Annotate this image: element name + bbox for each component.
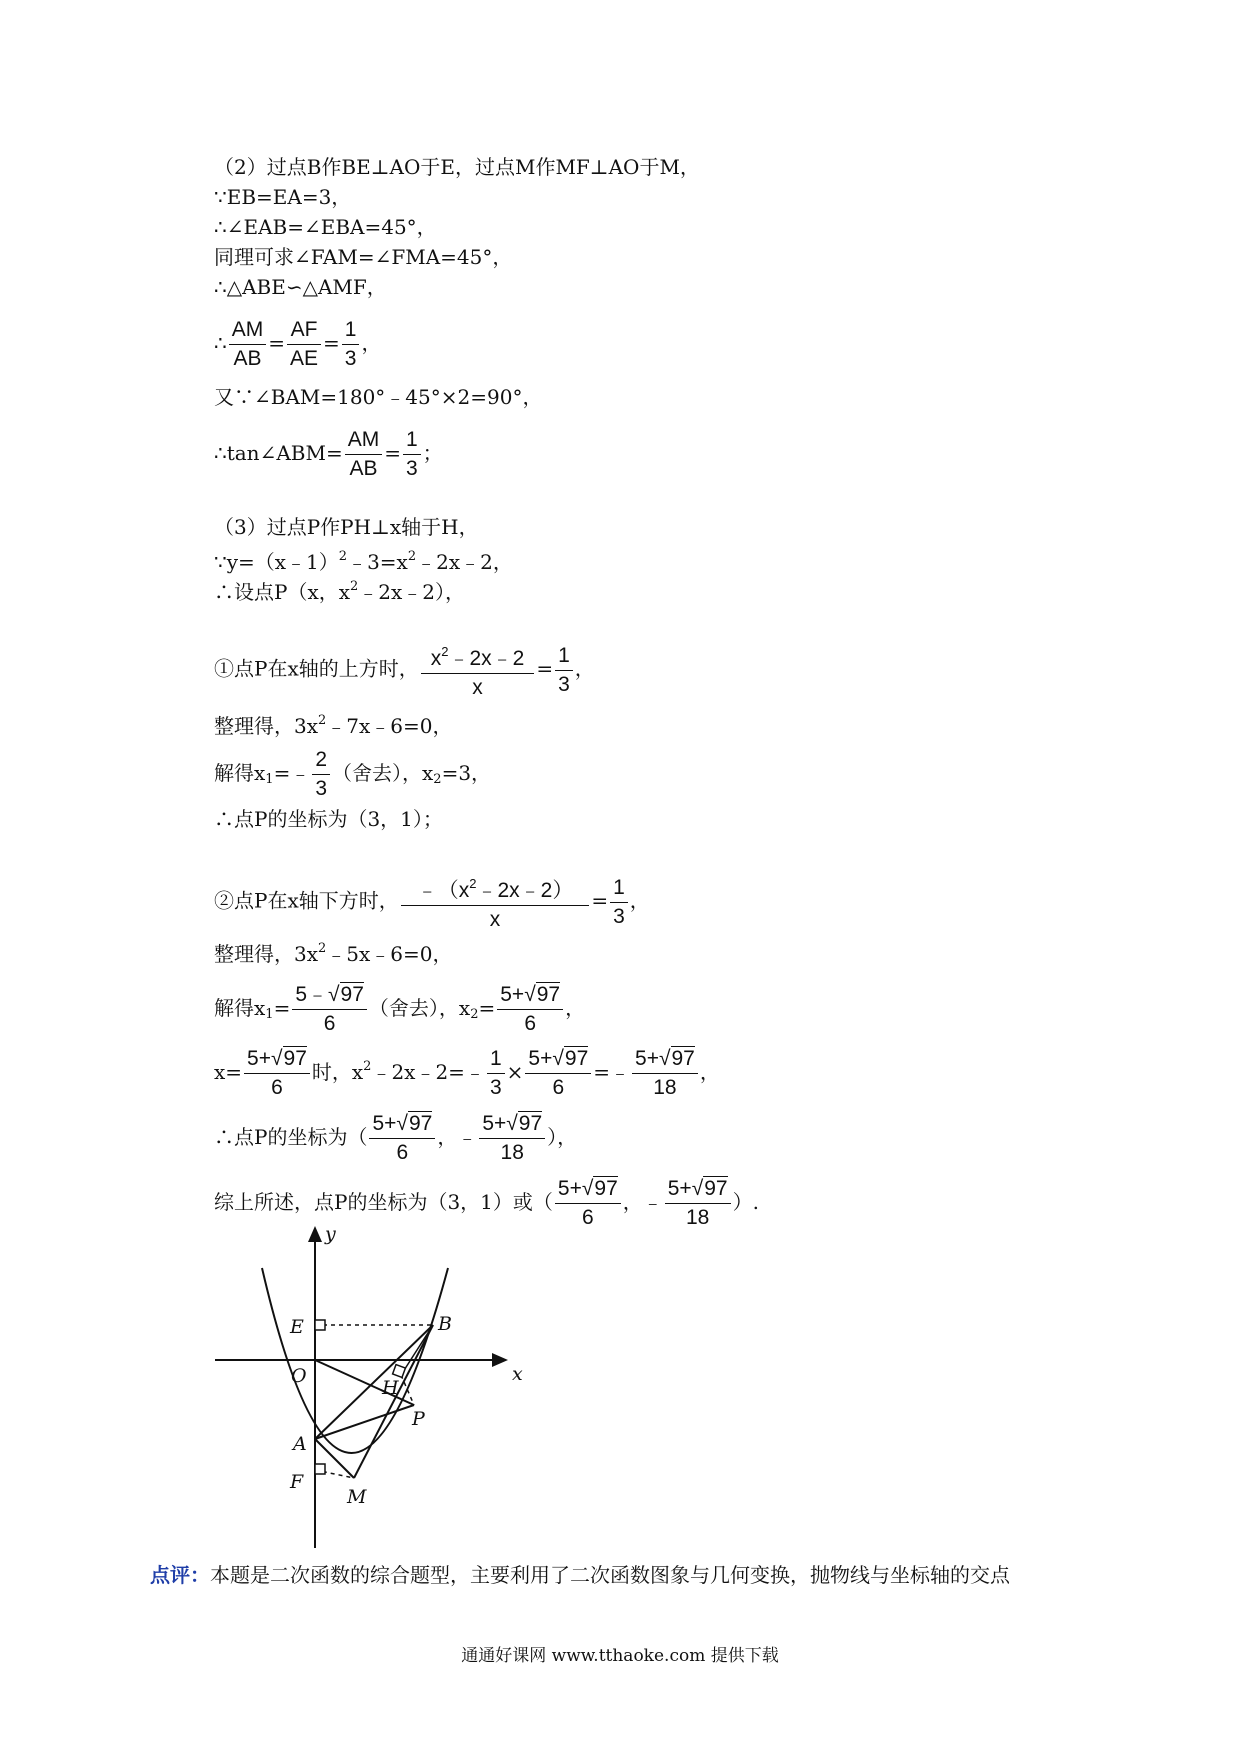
comment-label: 点评： — [150, 1563, 210, 1587]
case2-substitute: x= $\frac{5+√97}{6}$ 时，$x^2﹣2x﹣2=﹣$ $\frac{1}{3}$ × $\frac{5+√97}{6}$ =﹣ $\frac{5+√97}{18}$ ， — [214, 1047, 720, 1099]
comment-text: 本题是二次函数的综合题型，主要利用了二次函数图象与几何变换，抛物线与坐标轴的交点 — [210, 1563, 1010, 1587]
summary-line: 综上所述，点P的坐标为（3，1）或（ $\frac{5+√97}{6}$ ，﹣ $\frac{5+√97}{18}$ ）. — [214, 1177, 759, 1229]
p3-line-2: $\because y=(x﹣1)^2﹣3=x^2﹣2x﹣2$， — [214, 549, 513, 574]
x-axis-arrow — [492, 1353, 508, 1367]
p3-line-1: （3）过点P作PH⊥x轴于H， — [214, 515, 479, 539]
fraction: $\frac{2}{3}$ — [312, 748, 330, 801]
label-P: P — [412, 1408, 425, 1430]
fraction: $\frac{5+√97}{6}$ — [244, 1047, 310, 1100]
case2-simplify: 整理得，$3x^2﹣5x﹣6=0$， — [214, 941, 453, 966]
comment-line — [150, 1562, 1010, 1588]
p2-line-1: （2）过点B作BE⊥AO于E，过点M作MF⊥AO于M， — [214, 155, 700, 179]
fraction: $\frac{5+√97}{6}$ — [525, 1047, 591, 1100]
fraction: $\frac{5+√97}{6}$ — [497, 983, 563, 1036]
p2-line-5: ∴△ABE∽△AMF， — [214, 275, 387, 299]
fraction: $\frac{1}{3}$ — [487, 1047, 505, 1100]
fraction: $\frac{1}{3}$ — [555, 644, 573, 697]
p2-line-8: ∴tan∠ABM= $\frac{AM}{AB}$ = $\frac{1}{3}$ ； — [214, 428, 443, 480]
case1-line: ①点P在x轴的上方时， $\frac{x^2﹣2x﹣2}{x}$ = $\frac{1}{3}$ ， — [214, 640, 595, 700]
fraction: $\frac{5+√97}{18}$ — [632, 1047, 698, 1100]
p2-line-6: ∴ $\frac{AM}{AB}$ = $\frac{AF}{AE}$ = $\frac{1}{3}$ ， — [214, 318, 382, 370]
case1-result: ∴点P的坐标为（3，1）； — [214, 807, 443, 831]
label-x: x — [512, 1363, 523, 1385]
fraction: $\frac{﹣(x^2﹣2x﹣2)}{x}$ — [401, 872, 590, 932]
segment-AP — [315, 1405, 414, 1439]
case2-solve: 解得$x_1=$ $\frac{5﹣√97}{6}$ （舍去），$x_2=$ $\frac{5+√97}{6}$ ， — [214, 983, 586, 1035]
label-F: F — [290, 1471, 304, 1493]
segment-BM — [354, 1325, 433, 1478]
y-axis-arrow — [308, 1226, 322, 1242]
label-M: M — [347, 1486, 367, 1508]
p2-line-4: 同理可求∠FAM=∠FMA=45°， — [214, 245, 513, 269]
label-O: O — [291, 1365, 307, 1387]
fraction: $\frac{x^2﹣2x﹣2}{x}$ — [421, 640, 535, 700]
p2-line-7: 又∵∠BAM=180°﹣45°×2=90°， — [214, 385, 543, 409]
right-angle-E — [315, 1320, 325, 1330]
case1-solve: 解得$x_1=﹣$ $\frac{2}{3}$ （舍去），$x_2=3$， — [214, 748, 492, 800]
fraction: $\frac{5+√97}{6}$ — [555, 1177, 621, 1230]
right-angle-H — [393, 1365, 406, 1378]
fraction: $\frac{AM}{AB}$ — [229, 318, 267, 371]
fraction: $\frac{1}{3}$ — [403, 428, 421, 481]
case2-result: ∴点P的坐标为（ $\frac{5+√97}{6}$ ，﹣ $\frac{5+√97}{18}$ ）， — [214, 1112, 578, 1164]
p3-line-3: ∴设点P（x，$x^2﹣2x﹣2$）， — [214, 579, 466, 604]
p2-line-3: ∴∠EAB=∠EBA=45°， — [214, 215, 437, 239]
fraction: $\frac{5+√97}{18}$ — [479, 1112, 545, 1165]
right-angle-F — [315, 1464, 325, 1474]
case1-simplify: 整理得，$3x^2﹣7x﹣6=0$， — [214, 713, 453, 738]
fraction: $\frac{AF}{AE}$ — [287, 318, 321, 371]
fraction: $\frac{5﹣√97}{6}$ — [292, 983, 367, 1036]
fraction: $\frac{1}{3}$ — [342, 318, 360, 371]
fraction: $\frac{5+√97}{18}$ — [665, 1177, 731, 1230]
label-H: H — [382, 1377, 399, 1399]
page-footer: 通通好课网 www.tthaoke.com 提供下载 — [461, 1646, 779, 1666]
label-y: y — [325, 1223, 336, 1245]
label-B: B — [438, 1313, 452, 1335]
fraction: $\frac{AM}{AB}$ — [345, 428, 383, 481]
case2-line: ②点P在x轴下方时， $\frac{﹣(x^2﹣2x﹣2)}{x}$ = $\frac{1}{3}$ ， — [214, 872, 650, 932]
parabola-figure — [200, 1218, 540, 1558]
label-A: A — [293, 1433, 307, 1455]
fraction: $\frac{5+√97}{6}$ — [369, 1112, 435, 1165]
p2-line-2: ∵EB=EA=3， — [214, 185, 352, 209]
fraction: $\frac{1}{3}$ — [610, 876, 628, 929]
label-E: E — [290, 1316, 304, 1338]
